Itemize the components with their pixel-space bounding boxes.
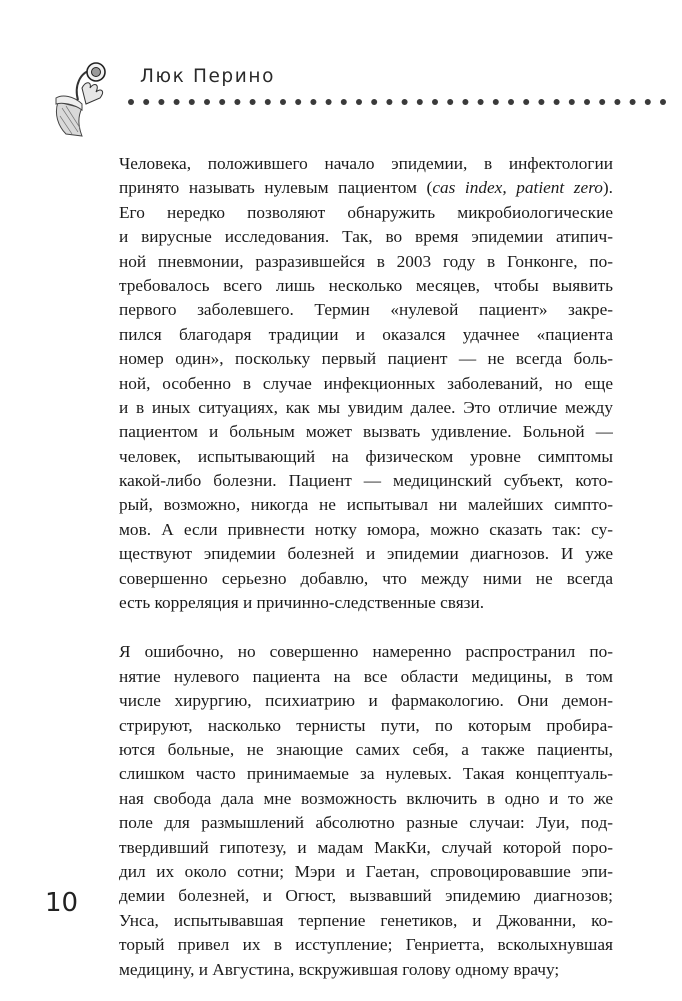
text-line: есть корреляция и причинно-следственные связи. xyxy=(119,593,485,613)
paragraph-1 xyxy=(119,152,613,615)
text-line: твердивший гипотезу, и мадам МакКи, случай которой поро- xyxy=(119,837,613,857)
text-line: стрируют, насколько тернисты пути, по которым пробира- xyxy=(119,715,613,735)
text-line: пился благодаря традиции и оказался удачнее «пациента xyxy=(119,324,613,344)
running-header xyxy=(0,0,682,130)
text-line: Его нередко позволяют обнаружить микробиологические xyxy=(119,202,613,222)
text-line: принято называть нулевым пациентом (cas index, patient zero). xyxy=(119,178,613,198)
text-line: ной, особенно в случае инфекционных заболеваний, но еще xyxy=(119,373,613,393)
text-line: ществуют эпидемии болезней и эпидемии диагнозов. И уже xyxy=(119,544,613,564)
text-line: и вирусные исследования. Так, во время эпидемии атипич- xyxy=(119,227,613,247)
text-line: поле для размышлений абсолютно разные случаи: Луи, под- xyxy=(119,813,613,833)
text-line: совершенно серьезно добавлю, что между ними не всегда xyxy=(119,568,613,588)
text-line: первого заболевшего. Термин «нулевой пациент» закре- xyxy=(119,300,613,320)
text-line: дил их около сотни; Мэри и Гаетан, спровоцировавшие эпи- xyxy=(119,861,613,881)
text-line: пациентом и больным может вызвать удивление. Больной — xyxy=(119,422,613,442)
text-line: слишком часто принимаемые за нулевых. Такая концептуаль- xyxy=(119,764,613,784)
dotted-rule xyxy=(125,96,675,108)
text-line: торый привел их в исступление; Генриетта, всколыхнувшая xyxy=(119,935,613,955)
text-line: номер один», поскольку первый пациент — не всегда боль- xyxy=(119,349,613,369)
main-text xyxy=(119,152,613,982)
paragraph-2 xyxy=(119,640,613,981)
text-line: Унса, испытывавшая терпение генетиков, и Джованни, ко- xyxy=(119,910,613,930)
text-line: медицину, и Августина, вскружившая голову одному врачу; xyxy=(119,959,560,979)
text-line: ная свобода дала мне возможность включить в одно и то же xyxy=(119,788,613,808)
text-line: какой-либо болезни. Пациент — медицинский субъект, кото- xyxy=(119,471,613,491)
text-line: Человека, положившего начало эпидемии, в инфектологии xyxy=(119,154,613,173)
text-line: требовалось всего лишь несколько месяцев, чтобы выявить xyxy=(119,275,613,295)
text-line: и в иных ситуациях, как мы увидим далее. Это отличие между xyxy=(119,397,613,417)
text-line: ной пневмонии, разразившейся в 2003 году в Гонконге, по- xyxy=(119,251,613,271)
text-line: демии болезней, и Огюст, вызвавший эпидемию диагнозов; xyxy=(119,886,613,906)
author-name: Люк Перино xyxy=(140,66,276,87)
page-number: 10 xyxy=(45,888,79,918)
text-line: человек, испытывающий на физическом уровне симптомы xyxy=(119,446,613,466)
text-line: ются больные, не знающие самих себя, а также пациенты, xyxy=(119,739,613,759)
doctor-emblem-icon xyxy=(52,58,124,138)
text-line: Я ошибочно, но совершенно намеренно распространил по- xyxy=(119,642,613,662)
text-line: мов. А если привнести нотку юмора, можно сказать так: су- xyxy=(119,519,613,539)
text-line: рый, возможно, никогда не испытывал ни малейших симпто- xyxy=(119,495,613,515)
text-line: нятие нулевого пациента на все области медицины, в том xyxy=(119,666,613,686)
text-line: числе хирургию, психиатрию и фармакологию. Они демон- xyxy=(119,691,613,711)
